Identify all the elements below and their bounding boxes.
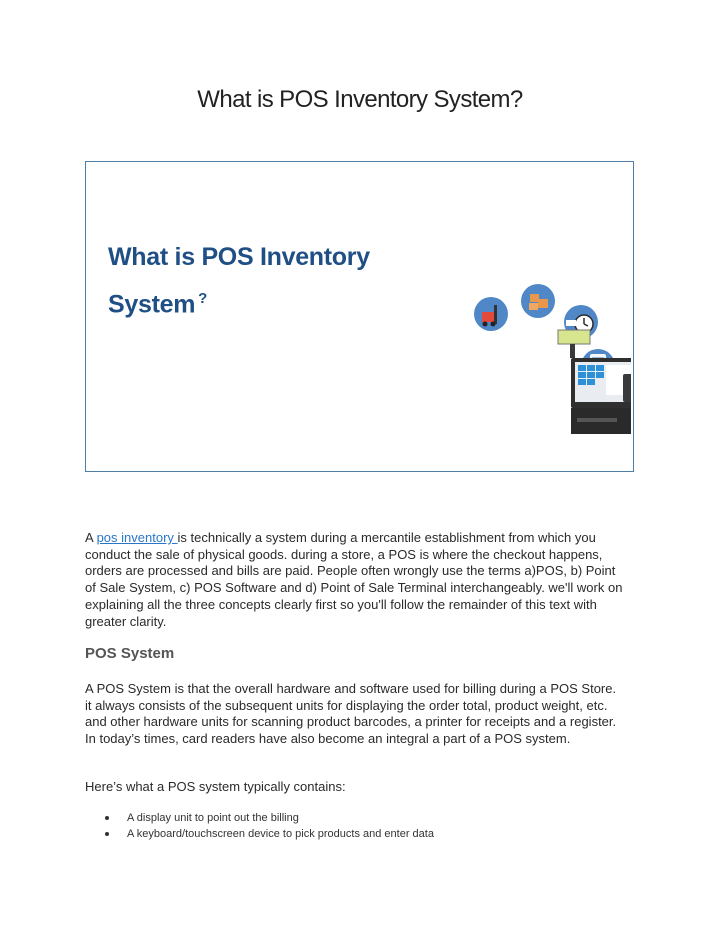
list-intro: Here’s what a POS system typically contains: bbox=[85, 779, 346, 794]
list-item-text: A keyboard/touchscreen device to pick products and enter data bbox=[127, 828, 434, 840]
banner-question-mark: ? bbox=[198, 290, 208, 307]
list-item bbox=[101, 826, 434, 842]
pos-terminal-icon bbox=[558, 330, 631, 434]
pos-inventory-link[interactable]: pos inventory bbox=[96, 530, 178, 545]
intro-paragraph bbox=[85, 530, 625, 630]
banner-heading bbox=[108, 236, 370, 325]
boxes-icon bbox=[521, 284, 555, 318]
section-paragraph: A POS System is that the overall hardware and software used for billing during a POS Store. it always consists of the subsequent units for displaying the order total, product weight, etc. and other hardware units for scanning product barcodes, a printer for receipts and a register. In today’s times, card readers have also become an integral a part of a POS system. bbox=[85, 681, 617, 747]
page-title: What is POS Inventory System? bbox=[197, 86, 523, 113]
list-item bbox=[101, 810, 434, 826]
section-heading: POS System bbox=[85, 645, 175, 662]
banner-image bbox=[85, 161, 634, 472]
contents-list bbox=[101, 810, 434, 842]
bullet-icon bbox=[105, 832, 109, 836]
intro-rest: is technically a system during a mercantile establishment from which you conduct the sale of physical goods. during a store, a POS is where the checkout happens, orders are processed and bills are paid. People often wrongly use the terms a)POS, b) Point of Sale System, c) POS Software and d) Point of Sale Terminal interchangeably. we'll work on explaining all the three concepts clearly first so you'll follow the remainder of this text with greater clarity. bbox=[85, 530, 623, 629]
forklift-icon bbox=[474, 297, 508, 331]
list-item-text: A display unit to point out the billing bbox=[127, 812, 299, 824]
bullet-icon bbox=[105, 816, 109, 820]
intro-prefix: A bbox=[85, 530, 97, 545]
banner-line-1: What is POS Inventory bbox=[108, 243, 370, 271]
banner-line-2-text: System bbox=[108, 290, 196, 319]
pos-illustration bbox=[451, 274, 631, 444]
banner-line-2 bbox=[108, 278, 370, 325]
